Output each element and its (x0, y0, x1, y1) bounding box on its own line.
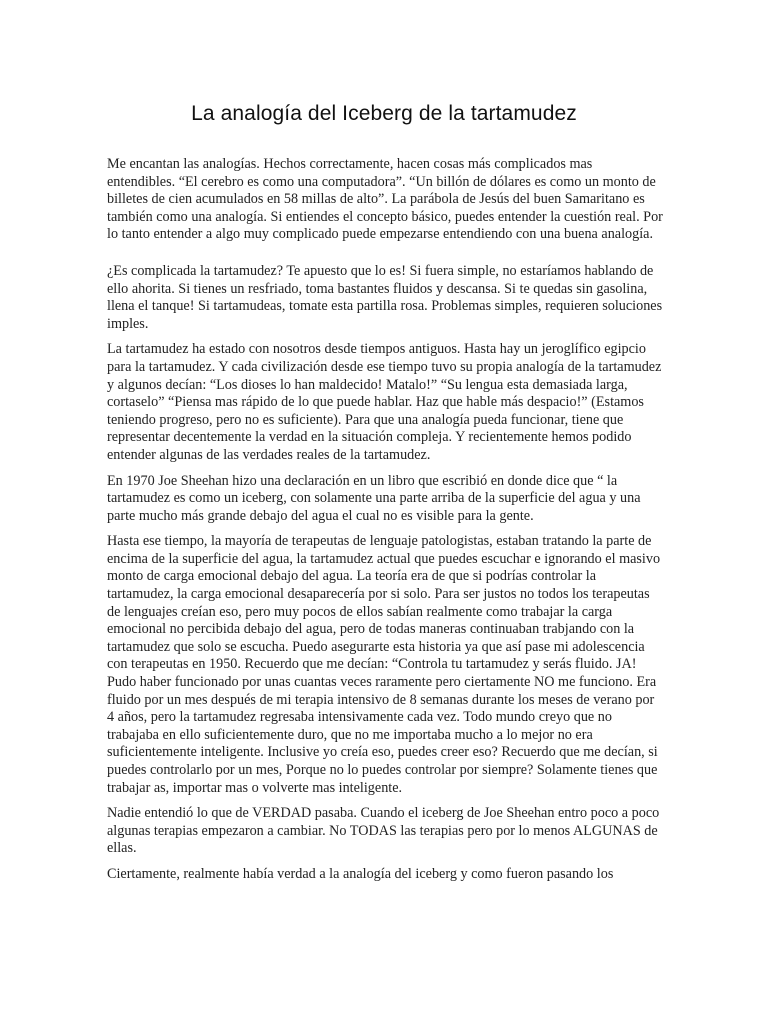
paragraph-6: Nadie entendió lo que de VERDAD pasaba. Cuando el iceberg de Joe Sheehan entro poco a poco algunas terapias empezaron a cambiar. No TODAS las terapias pero por lo menos ALGUNAS de ellas. (107, 805, 660, 857)
paragraph-7: Ciertamente, realmente había verdad a la analogía del iceberg y como fueron pasando los (107, 865, 614, 882)
paragraph-2: ¿Es complicada la tartamudez? Te apuesto que lo es! Si fuera simple, no estaríamos hablando de ello ahorita. Si tienes un resfriado, toma bastantes fluidos y descansa. Si te quedas sin gasolina, llena el tanque! Si tartamudeas, tomate esta partilla rosa. Problemas simples, requieren soluciones imples. (107, 262, 663, 332)
paragraph-5: Hasta ese tiempo, la mayoría de terapeutas de lenguaje patologistas, estaban tratando la parte de encima de la superficie del agua, la tartamudez actual que puedes escuchar e ignorando el masivo monto de carga emocional debajo del agua. La teoría era de que si podrías controlar la tartamudez, la carga emocional desaparecería por si solo. Para ser justos no todos los terapeutas de lenguajes creían eso, pero muy pocos de ellos sabían realmente como trabajar la carga emocional no percibida debajo del agua, pero de todas maneras continuaban trabjando con la tartamudez que solo se escucha. Puedo asegurarte esta historia ya que así pase mi adolescencia con terapeutas en 1950. Recuerdo que me decían: “Controla tu tartamudez y serás fluido. JA! Pudo haber funcionado por unas cuantas veces raramente pero ciertamente NO me funciono. Era fluido por un mes después de mi terapia intensivo de 8 semanas durante los meses de verano por 4 años, pero la tartamudez regresaba intensivamente cada vez. Todo mundo creyo que no trabajaba en ello suficientemente duro, que no me importaba mucho a lo mejor no era suficientemente inteligente. Inclusive yo creía eso, puedes creer eso? Recuerdo que me decían, si puedes controlarlo por un mes, Porque no lo puedes controlar por siempre? Solamente tienes que trabajar as, importar mas o volverte mas inteligente. (107, 533, 661, 796)
paragraph-3: La tartamudez ha estado con nosotros desde tiempos antiguos. Hasta hay un jeroglífico egipcio para la tartamudez. Y cada civilización desde ese tiempo tuvo su propia analogía de la tartamudez y algunos decían: “Los dioses lo han maldecido! Matalo!” “Su lengua esta demasiada larga, cortaselo” “Piensa mas rápido de lo que puede hablar. Haz que hable más despacio!” (Estamos teniendo progreso, pero no es suficiente). Para que una analogía pueda funcionar, tiene que representar decentemente la verdad en la situación compleja. Y recientemente hemos podido entender algunas de las verdades reales de la tartamudez. (107, 341, 662, 463)
document-body (107, 156, 663, 892)
paragraph-4: En 1970 Joe Sheehan hizo una declaración en un libro que escribió en donde dice que “ la tartamudez es como un iceberg, con solamente una parte arriba de la superficie del agua y una parte mucho más grande debajo del agua el cual no es visible para la gente. (107, 472, 641, 524)
paragraph-1: Me encantan las analogías. Hechos correctamente, hacen cosas más complicados mas entendibles. “El cerebro es como una computadora”. “Un billón de dólares es como un monto de billetes de cien acumulados en 58 millas de alto”. La parábola de Jesús del buen Samaritano es también como una analogía. Si entiendes el concepto básico, puedes entender la cuestión real. Por lo tanto entender a algo muy complicado puede empezarse entendiendo con una buena analogía. (107, 156, 663, 243)
document-title: La analogía del Iceberg de la tartamudez (191, 102, 577, 125)
